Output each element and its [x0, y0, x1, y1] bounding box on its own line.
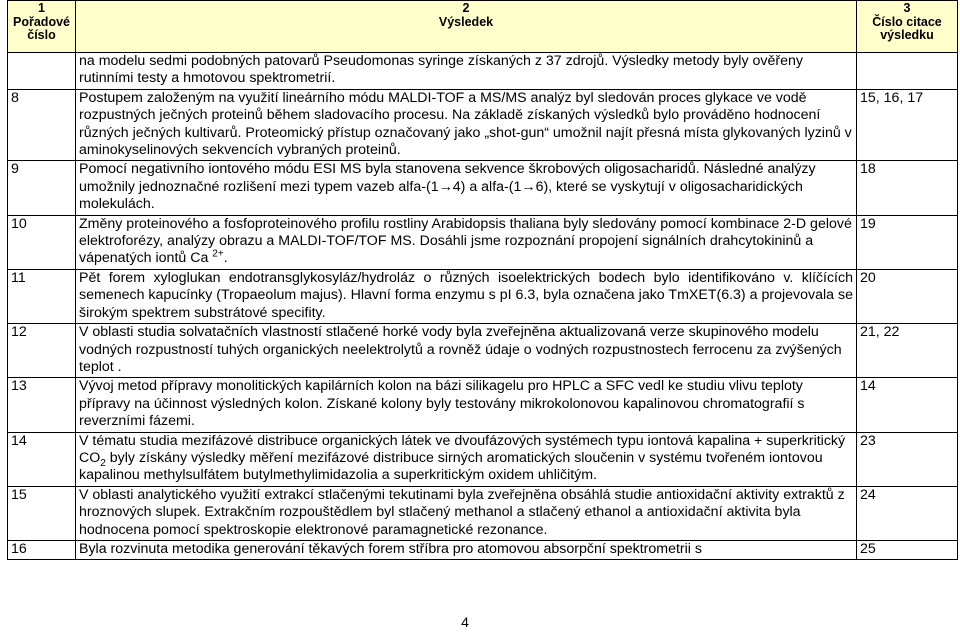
- row-result: Postupem založeným na využití lineárního módu MALDI-TOF a MS/MS analýz byl sledován proces glykace ve vodě rozpustných ječných proteinů během sladovacího procesu. Na základě získaných výsledků bylo prováděno hodnocení různých ječných kultivarů. Proteomický přístup označovaný jako „shot-gun“ umožnil najít přesná místa glykovaných lyzinů v aminokyselinových sekvencích vybraných proteinů.: [76, 89, 857, 161]
- table-header-row: [8, 1, 958, 53]
- table-row: [8, 378, 958, 432]
- header-result: 2 Výsledek: [76, 1, 857, 53]
- table-row: [8, 215, 958, 269]
- superscript-charge: 2+: [212, 248, 224, 260]
- table-row: [8, 53, 958, 90]
- row-number: [8, 53, 76, 90]
- row-citation: 19: [857, 215, 958, 269]
- row-result: Pomocí negativního iontového módu ESI MS byla stanovena sekvence škrobových oligosacharidů. Následné analýzy umožnily jednoznačné rozlišení mezi typem vazeb alfa-(1→4) a alfa-(1→6), které se vyskytují v oligosacharidických molekulách.: [76, 161, 857, 215]
- row-number: 12: [8, 324, 76, 378]
- row-citation: 15, 16, 17: [857, 89, 958, 161]
- row-result: V oblasti studia solvatačních vlastností stlačené horké vody byla zveřejněna aktualizovaná verze skupinového modelu vodných rozpustností tuhých organických neelektrolytů a rovněž údaje o vodných rozpustnostech ferrocenu za zvýšených teplot .: [76, 324, 857, 378]
- table-row: [8, 89, 958, 161]
- subscript-2: 2: [100, 457, 106, 469]
- row-citation: [857, 53, 958, 90]
- row-result: Změny proteinového a fosfoproteinového profilu rostliny Arabidopsis thaliana byly sledovány pomocí kombinace 2-D gelové elektroforézy, analýzy obrazu a MALDI-TOF/TOF MS. Dosáhli jsme rozpoznání propojení signálních drahcytokininů a vápenatých iontů Ca $^{2+}$.: [76, 215, 857, 269]
- table-row: [8, 432, 958, 486]
- row-citation: 14: [857, 378, 958, 432]
- row-citation: 25: [857, 540, 958, 559]
- row-number: 11: [8, 269, 76, 323]
- table-row: [8, 540, 958, 559]
- row-number: 8: [8, 89, 76, 161]
- row-result: V oblasti analytického využití extrakcí stlačenými tekutinami byla zveřejněna obsáhlá studie antioxidační aktivity extraktů z hroznových slupek. Extrakčním rozpouštědlem byl stlačený methanol a stlačený ethanol a antioxidační aktivita byla hodnocena pomocí spektroskopie elektronové paramagnetické rezonance.: [76, 486, 857, 540]
- row-number: 14: [8, 432, 76, 486]
- header-number: 1 Pořadové číslo: [8, 1, 76, 53]
- row-result: Byla rozvinuta metodika generování těkavých forem stříbra pro atomovou absorpční spektrometrii s: [76, 540, 857, 559]
- row-result: Pět forem xyloglukan endotransglykosyláz/hydroláz o různých isoelektrických bodech bylo identifikováno v. klíčících semenech kapucínky (Tropaeolum majus). Hlavní forma enzymu s pI 6.3, byla označena jako TmXET(6.3) a projevovala se širokým spektrem substrátové specifity.: [76, 269, 857, 323]
- table-row: [8, 324, 958, 378]
- row-citation: 18: [857, 161, 958, 215]
- row-result: Vývoj metod přípravy monolitických kapilárních kolon na bázi silikagelu pro HPLC a SFC vedl ke studiu vlivu teploty přípravy na účinnost výsledných kolon. Získané kolony byly testovány mikrokolonovou kapalinovou chromatografií s reverzními fázemi.: [76, 378, 857, 432]
- row-number: 13: [8, 378, 76, 432]
- row-result: V tématu studia mezifázové distribuce organických látek ve dvoufázových systémech typu iontová kapalina + superkritický $CO_2$ byly získány výsledky měření mezifázové distribuce sirných aromatických sloučenin v systému tvořeném iontovou kapalinou methylsulfátem butylmethylimidazolia a superkritickým oxidem uhličitým.: [76, 432, 857, 486]
- row-citation: 21, 22: [857, 324, 958, 378]
- row-result: na modelu sedmi podobných patovarů Pseudomonas syringe získaných z 37 zdrojů. Výsledky metody byly ověřeny rutinními testy a hmotovou spektrometrií.: [76, 53, 857, 90]
- row-number: 9: [8, 161, 76, 215]
- page-number: 4: [461, 614, 469, 630]
- table-row: [8, 161, 958, 215]
- row-citation: 23: [857, 432, 958, 486]
- row-citation: 20: [857, 269, 958, 323]
- row-number: 16: [8, 540, 76, 559]
- table-row: [8, 486, 958, 540]
- row-number: 15: [8, 486, 76, 540]
- row-citation: 24: [857, 486, 958, 540]
- results-table: [7, 0, 958, 560]
- header-citation: 3 Číslo citace výsledku: [857, 1, 958, 53]
- row-number: 10: [8, 215, 76, 269]
- table-row: [8, 269, 958, 323]
